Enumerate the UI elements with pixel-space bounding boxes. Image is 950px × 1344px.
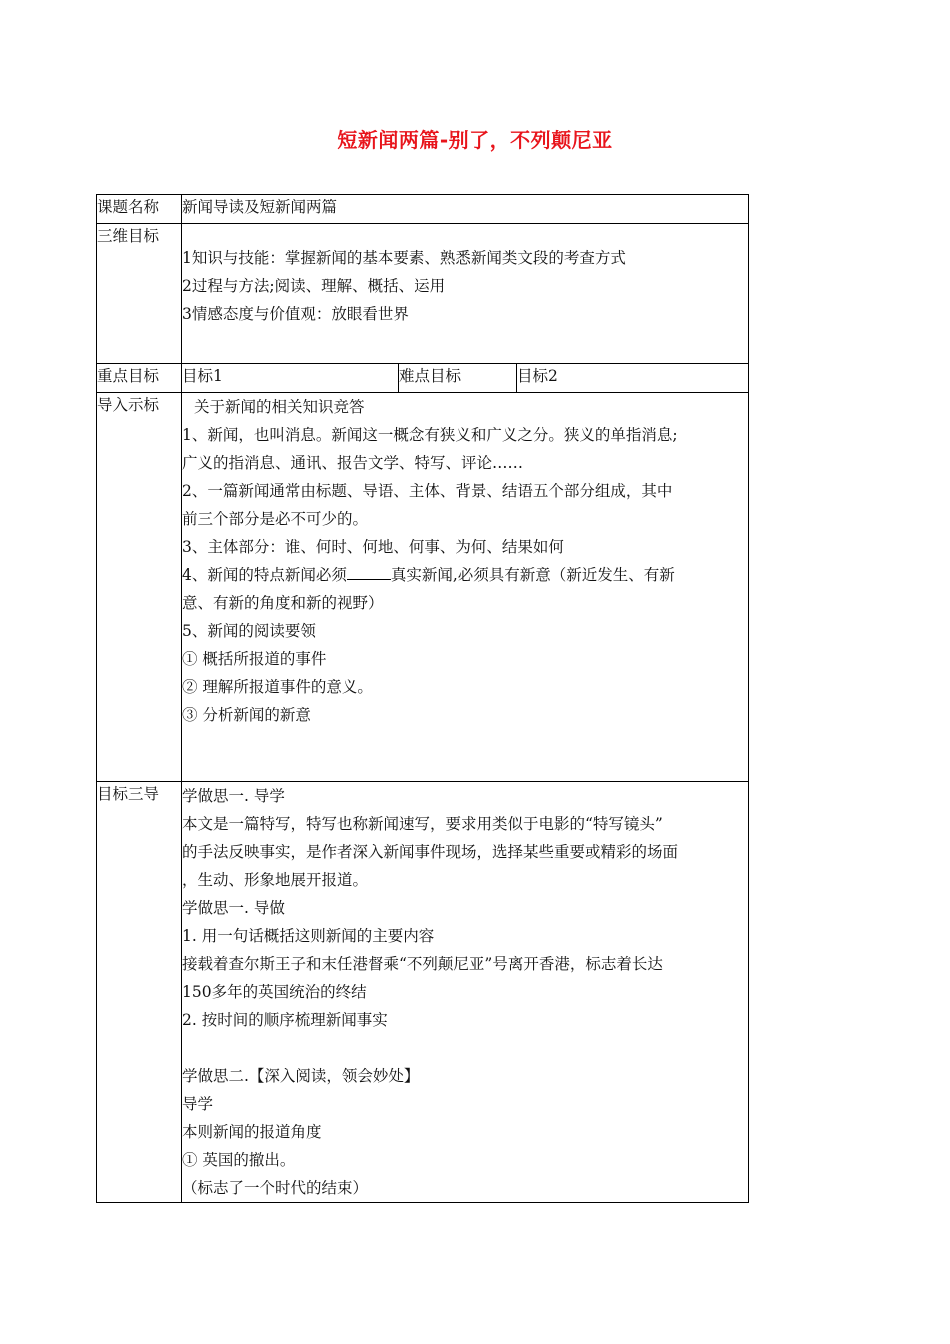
intro-label: 导入示标 xyxy=(97,393,182,782)
guide-line: 学做思一. 导学 xyxy=(182,787,285,805)
spacer xyxy=(182,1034,748,1062)
three-goals-label: 三维目标 xyxy=(97,224,182,364)
guide-line: 的手法反映事实，是作者深入新闻事件现场，选择某些重要或精彩的场面 xyxy=(182,843,679,861)
intro-content xyxy=(182,393,749,782)
guide-line: ，生动、形象地展开报道。 xyxy=(182,871,369,889)
intro-line: ③ 分析新闻的新意 xyxy=(182,706,311,724)
guide-line: 1. 用一句话概括这则新闻的主要内容 xyxy=(182,927,435,945)
lesson-title-value: 新闻导读及短新闻两篇 xyxy=(182,195,749,224)
intro-line-part: 真实新闻,必须具有新意（新近发生、有新 xyxy=(390,566,675,584)
guide-line: 学做思二.【深入阅读，领会妙处】 xyxy=(182,1067,420,1085)
row-intro xyxy=(97,393,749,782)
guide-line: 接载着查尔斯王子和末任港督乘“不列颠尼亚”号离开香港，标志着长达 xyxy=(182,955,663,973)
goal-item: 3情感态度与价值观：放眼看世界 xyxy=(182,305,409,323)
difficult-goal-value: 目标2 xyxy=(517,364,749,393)
key-goal-value: 目标1 xyxy=(182,364,399,393)
lesson-plan-table xyxy=(96,194,749,1203)
fill-blank xyxy=(347,565,391,580)
intro-line: 5、新闻的阅读要领 xyxy=(182,622,316,640)
intro-line: 前三个部分是必不可少的。 xyxy=(182,510,369,528)
guide-line: ① 英国的撤出。 xyxy=(182,1151,296,1169)
document-title: 短新闻两篇-别了，不列颠尼亚 xyxy=(337,128,613,152)
guide-line: 学做思一. 导做 xyxy=(182,899,285,917)
intro-line: 3、主体部分：谁、何时、何地、何事、为何、结果如何 xyxy=(182,538,564,556)
intro-line: 1、新闻，也叫消息。新闻这一概念有狭义和广义之分。狭义的单指消息; xyxy=(182,426,678,444)
intro-line: 2、一篇新闻通常由标题、导语、主体、背景、结语五个部分组成，其中 xyxy=(182,482,673,500)
row-lesson-title xyxy=(97,195,749,224)
three-goals-content xyxy=(182,224,749,364)
row-three-guides xyxy=(97,782,749,1203)
intro-line: ① 概括所报道的事件 xyxy=(182,650,327,668)
row-three-goals xyxy=(97,224,749,364)
intro-line: ② 理解所报道事件的意义。 xyxy=(182,678,373,696)
guide-line: 2. 按时间的顺序梳理新闻事实 xyxy=(182,1011,388,1029)
goal-item: 1知识与技能：掌握新闻的基本要素、熟悉新闻类文段的考查方式 xyxy=(182,249,626,267)
key-goal-label: 重点目标 xyxy=(97,364,182,393)
difficult-goal-label: 难点目标 xyxy=(399,364,517,393)
intro-line: 意、有新的角度和新的视野） xyxy=(182,594,384,612)
guide-line: 导学 xyxy=(182,1095,214,1113)
lesson-title-label: 课题名称 xyxy=(97,195,182,224)
guide-line: 本则新闻的报道角度 xyxy=(182,1123,322,1141)
intro-line-part: 4、新闻的特点新闻必须 xyxy=(182,566,347,584)
intro-line: 广义的指消息、通讯、报告文学、特写、评论…… xyxy=(182,454,524,472)
guide-line: 本文是一篇特写，特写也称新闻速写，要求用类似于电影的“特写镜头” xyxy=(182,815,663,833)
three-guides-content xyxy=(182,782,749,1203)
intro-line xyxy=(182,561,748,589)
row-key-difficult xyxy=(97,364,749,393)
guide-line: 150多年的英国统治的终结 xyxy=(182,983,367,1001)
intro-heading: 关于新闻的相关知识竞答 xyxy=(194,398,365,416)
three-guides-label: 目标三导 xyxy=(97,782,182,1203)
guide-line: （标志了一个时代的结束） xyxy=(182,1179,369,1197)
goal-item: 2过程与方法;阅读、理解、概括、运用 xyxy=(182,277,446,295)
